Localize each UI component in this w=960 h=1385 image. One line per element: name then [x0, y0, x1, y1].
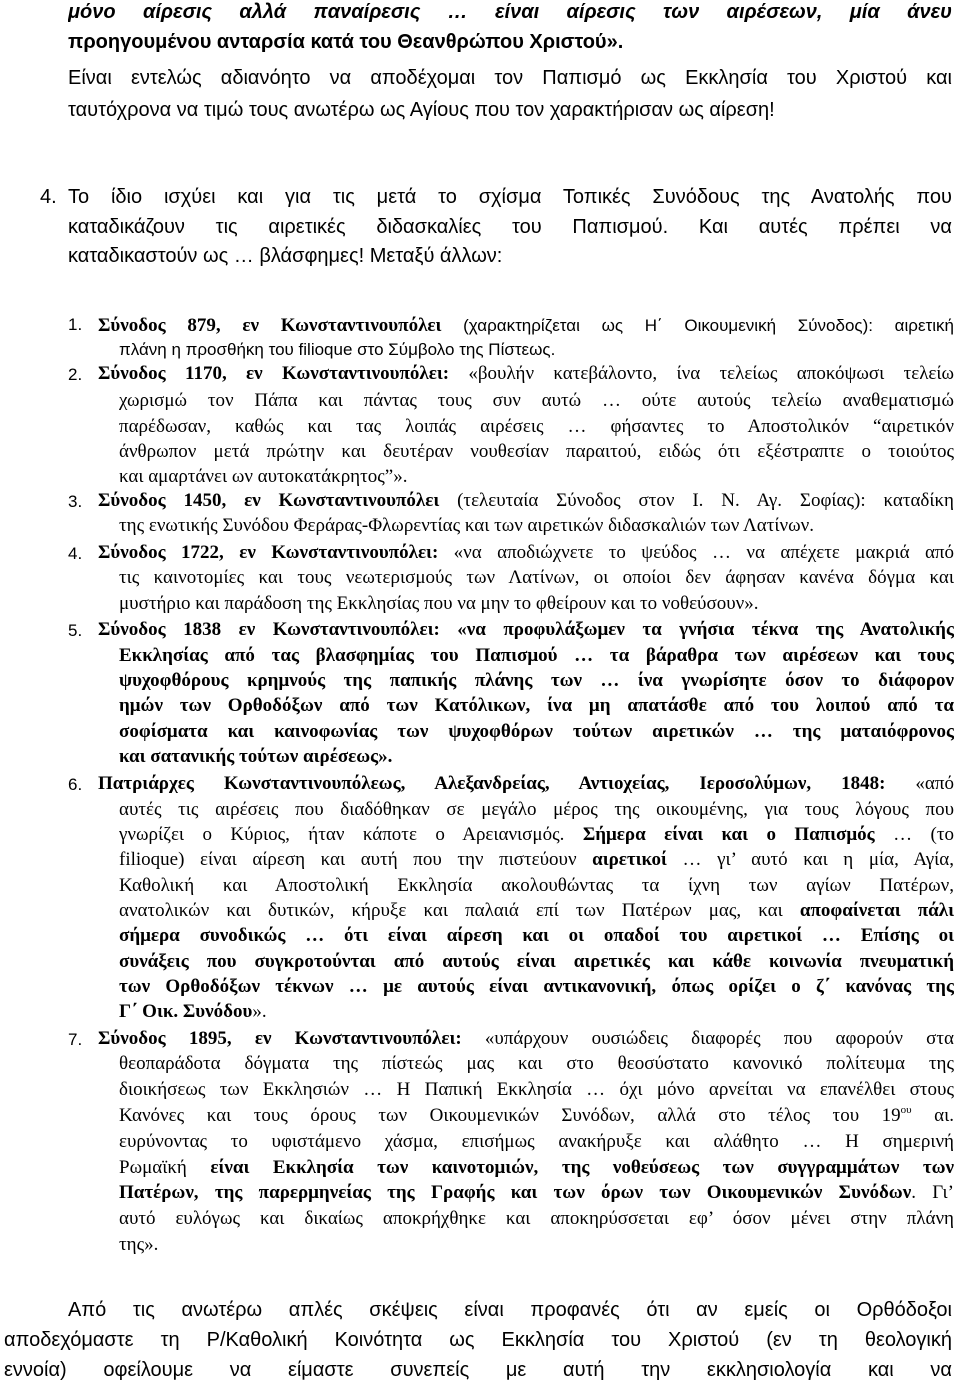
synod-title: Σύνοδος 1895, εν Κωνσταντινουπόλει:	[98, 1028, 462, 1049]
text-line	[119, 1000, 267, 1024]
text-line: αυτό ευλόγως και δικαίως αποκρήχθηκε και αποκηρύσσεται εφ’ όσον μένει στην πλάνη	[119, 1208, 954, 1229]
text-span: filioque) είναι αίρεση και αυτή που την πιστεύουν	[119, 849, 577, 870]
text-line: Είναι εντελώς αδιανόητο να αποδέχομαι τον Παπισμό ως Εκκλησία του Χριστού και	[68, 67, 952, 89]
text-span: αιρετικοί	[592, 849, 667, 870]
list-number: 6.	[68, 775, 83, 794]
text-span: «να αποδιώχνετε το ψεύδος … να απέχετε μακριά από	[438, 542, 954, 563]
list-number: 2.	[68, 365, 83, 384]
text-line	[119, 899, 954, 923]
text-line: τις καινοτομίες και τους νεωτερισμούς των Λατίνων, οι οποίοι δεν άφησαν κανένα δόγμα και	[119, 567, 954, 588]
text-line: ταυτόχρονα να τιμώ τους ανωτέρω ως Αγίους που τον χαρακτήρισαν ως αίρεση!	[68, 99, 775, 121]
text-line: Από τις ανωτέρω απλές σκέψεις είναι προφανές ότι αν εμείς οι Ορθόδοξοι	[68, 1299, 952, 1321]
text-line: αυτές τις αιρέσεις που διαδόθηκαν σε μεγάλο μέρος της οικουμένης, για τους λόγους που	[119, 799, 954, 820]
text-line: ημών των Ορθοδόξων από των Κατόλικων, ίνα μη απατάσθε από του λοιπού από τα	[119, 695, 954, 716]
text-span: είναι Εκκλησία των καινοτομιών, της νοθεύσεως των συγγραμμάτων των	[210, 1157, 954, 1178]
text-span: Ρωμαϊκή	[119, 1157, 211, 1178]
text-line	[119, 848, 954, 872]
list-number: 4.	[68, 544, 83, 563]
text-span: (τελευταία Σύνοδος στον Ι. Ν. Αγ. Σοφίας): καταδίκη	[439, 490, 954, 511]
text-line: Εκκλησίας από τας βλασφημίας του Παπισμού … τα βάραθρα των αιρέσεων και τους	[119, 645, 954, 666]
text-span: γνωρίζει ο Κύριος, ήταν κάποτε ο Αρειανισμός.	[119, 824, 565, 845]
text-line	[119, 1181, 954, 1205]
text-span: «από	[885, 773, 954, 794]
text-span: Κανόνες και τους όρους των Οικουμενικών Συνόδων, αλλά στο τέλος του 19	[119, 1105, 901, 1126]
text-line: εννοία) οφείλουμε να είμαστε συνεπείς με αυτή την εκκλησιολογία και να	[4, 1359, 952, 1381]
synod-title: Σύνοδος 1722, εν Κωνσταντινουπόλει:	[98, 542, 439, 563]
text-span: Γ΄ Οικ. Συνόδου	[119, 1001, 253, 1022]
synod-title: Σύνοδος 879, εν Κωνσταντινουπόλει	[98, 315, 442, 336]
text-line: πλάνη η προσθήκη του filioque στο Σύμβολο της Πίστεως.	[119, 340, 556, 359]
list-item	[98, 362, 954, 386]
text-span: Σήμερα είναι και ο Παπισμός	[582, 824, 875, 845]
superscript: ου	[900, 1104, 912, 1116]
text-line: αποδεχόμαστε τη Ρ/Καθολική Κοινότητα ως Εκκλησία του Χριστού (εν τη θεολογική	[4, 1329, 952, 1351]
text-span: . Γι’	[911, 1182, 954, 1203]
list-item	[98, 314, 954, 338]
text-line: σοφίσματα και καινοφωνίας των ψυχοφθόρων τούτων αιρετικών … της ματαιόφρονος	[119, 721, 954, 742]
text-span: Πατέρων, της παρερμηνείας της Γραφής και των όρων των Οικουμενικών Συνόδων	[119, 1182, 912, 1203]
list-item	[98, 489, 954, 513]
text-line: χωρισμώ τον Πάπα και πάντας τους συν αυτώ … ούτε αυτούς τελείω αναθεματισμώ	[119, 390, 954, 411]
list-number: 4.	[40, 186, 57, 208]
text-line: της ενωτικής Συνόδου Φεράρας-Φλωρεντίας και των αιρετικών διδασκαλιών των Λατίνων.	[119, 515, 814, 536]
text-line: καταδικάζουν τις αιρετικές διδασκαλίες του Παπισμού. Και αυτές πρέπει να	[68, 216, 952, 238]
text-span: … γι’ αυτό και η μία, Αγία,	[666, 849, 954, 870]
text-line: Το ίδιο ισχύει και για τις μετά το σχίσμα Τοπικές Συνόδους της Ανατολής που	[68, 186, 952, 208]
text-span: αποφαίνεται πάλι	[799, 900, 954, 921]
list-item	[98, 541, 954, 565]
synod-title: Σύνοδος 1170, εν Κωνσταντινουπόλει:	[98, 363, 450, 384]
list-item	[98, 1027, 954, 1051]
text-span: (χαρακτηρίζεται ως Η΄ Οικουμενική Σύνοδος): αιρετική	[441, 316, 954, 335]
list-number: 7.	[68, 1030, 83, 1049]
text-line: Σύνοδος 1838 εν Κωνσταντινουπόλει: «να προφυλάξωμεν τα γνήσια τέκνα της Ανατολικής	[98, 619, 954, 640]
text-line: συνάξεις που συγκροτούνται από αυτούς είναι αιρετικές και κάθε κοινωνία πνευματική	[119, 951, 954, 972]
text-span: «υπάρχουν ουσιώδεις διαφορές που αφορούν στα	[461, 1028, 954, 1049]
text-line: της».	[119, 1234, 159, 1255]
list-number: 1.	[68, 315, 83, 334]
list-number: 3.	[68, 492, 83, 511]
text-line: παρέδωσαν, καθώς και τας λοιπάς αιρέσεις … φήσαντες το Αποστολικόν “αιρετικόν	[119, 416, 954, 437]
text-line: προηγουμένου ανταρσία κατά του Θεανθρώπου Χριστού».	[68, 31, 624, 53]
text-line: σήμερα συνοδικώς … ότι είναι αίρεση και οι οπαδοί του αιρετικοί … Επίσης οι	[119, 925, 954, 946]
text-line: των Ορθοδόξων τέκνων … με αυτούς είναι αντικανονική, όπως ορίζει ο ζ΄ κανόνας της	[119, 976, 954, 997]
text-line: καταδικαστούν ως … βλάσφημες! Μεταξύ άλλων:	[68, 245, 503, 267]
text-line: μυστήριο και παράδοση της Εκκλησίας που να μην το φθείρουν και το νοθεύσουν».	[119, 593, 759, 614]
text-span: … (το	[874, 824, 954, 845]
text-line: Καθολική και Αποστολική Εκκλησία ακολουθώντας τα ίχνη των αγίων Πατέρων,	[119, 875, 954, 896]
text-line: και αμαρτάνει ων αυτοκατάκρητος”».	[119, 466, 408, 487]
text-span: αι.	[911, 1105, 954, 1126]
text-line: ευρύνοντας το υφιστάμενο χάσμα, επισήμως ανακήρυξε και αλάθητο … Η σημερινή	[119, 1131, 954, 1152]
text-line: θεοπαράδοτα δόγματα της πίστεώς μας και στο θεοσύστατο κανονικό πολίτευμα της	[119, 1053, 954, 1074]
text-span: ανατολικών και δυτικών, κήρυξε και παλαιά επί των Πατέρων μας, και	[119, 900, 783, 921]
text-line	[119, 1156, 954, 1180]
text-line: μόνο αίρεσις αλλά παναίρεσις … είναι αίρεσις των αιρέσεων, μία άνευ	[68, 1, 952, 23]
synod-title: Σύνοδος 1450, εν Κωνσταντινουπόλει	[98, 490, 440, 511]
text-line	[119, 1104, 954, 1128]
list-item	[98, 772, 954, 796]
text-line: διοικήσεως των Εκκλησιών … Η Παπική Εκκλησία … όχι μόνο αρνείται να επανέλθει στους	[119, 1079, 954, 1100]
list-number: 5.	[68, 621, 83, 640]
text-line: άνθρωπον μετά πρώτην και δευτέραν νουθεσίαν παραιτού, ειδώς ότι εξέστραπτε ο τοιούτος	[119, 441, 954, 462]
text-span: ».	[252, 1001, 267, 1022]
text-line: ψυχοφθόρους κρημνούς της παπικής πλάνης των … ίνα γνωρίσητε όσον το διάφορον	[119, 670, 954, 691]
text-line	[119, 823, 954, 847]
synod-title: Πατριάρχες Κωνσταντινουπόλεως, Αλεξανδρείας, Αντιοχείας, Ιεροσολύμων, 1848:	[98, 773, 886, 794]
text-line: και σατανικής τούτων αιρέσεως».	[119, 746, 393, 767]
text-span: «βουλήν κατεβάλοντο, ίνα τελείως αποκόψωσι τελείω	[449, 363, 954, 384]
